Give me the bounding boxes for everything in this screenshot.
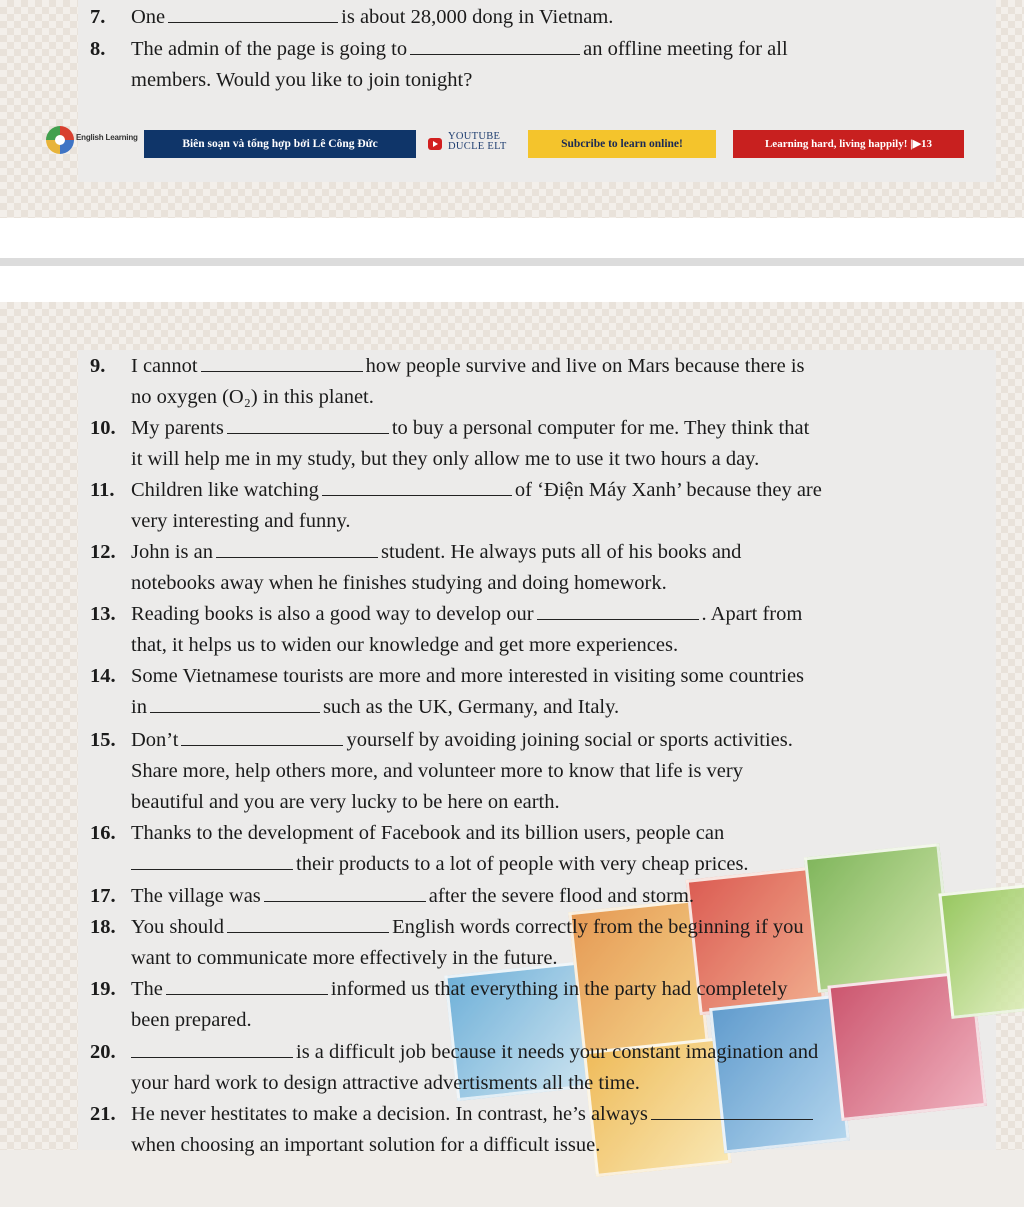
youtube-play-icon	[428, 138, 442, 150]
question-text: is about 28,000 dong in Vietnam.	[341, 6, 614, 28]
youtube-line1: YOUTUBE	[448, 131, 501, 142]
question-text: is a difficult job because it needs your constant imagination and	[296, 1041, 819, 1063]
author-label: Biên soạn và tổng hợp bởi Lê Công Đức	[144, 130, 416, 158]
question-text: in	[131, 696, 147, 718]
question-number: 15.	[90, 729, 116, 751]
question-number: 14.	[90, 665, 116, 687]
question-9	[90, 351, 920, 413]
english-learning-logo	[46, 126, 138, 154]
question-17	[90, 881, 920, 912]
question-number: 9.	[90, 355, 106, 377]
question-text: their products to a lot of people with very cheap prices.	[296, 853, 749, 875]
question-text: You should	[131, 916, 225, 938]
answer-blank[interactable]	[216, 538, 378, 558]
question-number: 21.	[90, 1103, 116, 1125]
answer-blank[interactable]	[150, 693, 320, 713]
question-text: members. Would you like to join tonight?	[131, 69, 473, 91]
question-text: your hard work to design attractive advertisments all the time.	[131, 1072, 640, 1094]
question-8	[90, 34, 920, 96]
question-21	[90, 1099, 920, 1161]
question-text: want to communicate more effectively in the future.	[131, 947, 558, 969]
question-text: The	[131, 978, 163, 1000]
answer-blank[interactable]	[227, 414, 389, 434]
question-16	[90, 818, 920, 880]
question-20	[90, 1037, 920, 1099]
question-text: The village was	[131, 885, 261, 907]
answer-blank[interactable]	[201, 352, 363, 372]
question-10	[90, 413, 920, 475]
question-text: beautiful and you are very lucky to be here on earth.	[131, 791, 560, 813]
question-text: John is an	[131, 541, 213, 563]
question-number: 12.	[90, 541, 116, 563]
question-19	[90, 974, 920, 1036]
motto-badge: Learning hard, living happily! |▶13	[733, 130, 964, 158]
question-number: 8.	[90, 38, 106, 60]
question-number: 13.	[90, 603, 116, 625]
question-number: 20.	[90, 1041, 116, 1063]
question-number: 11.	[90, 479, 115, 501]
answer-blank[interactable]	[651, 1100, 813, 1120]
question-text: no oxygen (O₂) in this planet.	[131, 386, 374, 408]
answer-blank[interactable]	[181, 726, 343, 746]
question-text: Don’t	[131, 729, 179, 751]
question-text: Thanks to the development of Facebook and its billion users, people can	[131, 822, 725, 844]
question-number: 19.	[90, 978, 116, 1000]
question-text: I cannot	[131, 355, 198, 377]
question-text: One	[131, 6, 166, 28]
question-text: My parents	[131, 417, 224, 439]
question-text: an offline meeting for all	[583, 38, 788, 60]
answer-blank[interactable]	[410, 35, 580, 55]
answer-blank[interactable]	[537, 600, 699, 620]
question-text: The admin of the page is going to	[131, 38, 408, 60]
footer-banner	[44, 126, 974, 160]
question-text: very interesting and funny.	[131, 510, 351, 532]
question-number: 16.	[90, 822, 116, 844]
question-text: He never hestitates to make a decision. In contrast, he’s always	[131, 1103, 648, 1125]
subscribe-badge[interactable]: Subcribe to learn online!	[528, 130, 716, 158]
question-number: 17.	[90, 885, 116, 907]
answer-blank[interactable]	[168, 3, 338, 23]
question-text: informed us that everything in the party had completely	[330, 978, 788, 1000]
logo-text: English Learning	[76, 133, 138, 142]
question-text: after the severe flood and storm.	[428, 885, 695, 907]
answer-blank[interactable]	[131, 1038, 293, 1058]
question-15	[90, 725, 920, 818]
question-13	[90, 599, 920, 661]
question-text: notebooks away when he finishes studying and doing homework.	[131, 572, 667, 594]
question-number: 18.	[90, 916, 116, 938]
answer-blank[interactable]	[166, 975, 328, 995]
question-text: it will help me in my study, but they only allow me to use it two hours a day.	[131, 448, 760, 470]
question-11	[90, 475, 920, 537]
question-text: how people survive and live on Mars because there is	[365, 355, 805, 377]
answer-blank[interactable]	[264, 882, 426, 902]
logo-icon	[46, 126, 74, 154]
answer-blank[interactable]	[227, 913, 389, 933]
question-12	[90, 537, 920, 599]
question-text: English words correctly from the beginning if you	[392, 916, 804, 938]
question-number: 10.	[90, 417, 116, 439]
question-text: Reading books is also a good way to develop our	[131, 603, 534, 625]
question-14	[90, 661, 920, 723]
page-divider	[0, 258, 1024, 266]
answer-blank[interactable]	[131, 850, 293, 870]
question-text: . Apart from	[701, 603, 803, 625]
question-text: Some Vietnamese tourists are more and more interested in visiting some countries	[131, 665, 805, 687]
question-text: that, it helps us to widen our knowledge and get more experiences.	[131, 634, 679, 656]
question-text: been prepared.	[131, 1009, 252, 1031]
question-number: 7.	[90, 6, 106, 28]
page-gap	[0, 266, 1024, 302]
question-7	[90, 2, 920, 33]
page-gap	[0, 218, 1024, 258]
question-18	[90, 912, 920, 974]
question-text: when choosing an important solution for a difficult issue.	[131, 1134, 601, 1156]
youtube-link[interactable]	[428, 130, 526, 158]
answer-blank[interactable]	[322, 476, 512, 496]
question-text: yourself by avoiding joining social or sports activities.	[346, 729, 793, 751]
question-text: to buy a personal computer for me. They think that	[391, 417, 810, 439]
question-text: student. He always puts all of his books and	[381, 541, 742, 563]
question-text: Children like watching	[131, 479, 319, 501]
question-text: such as the UK, Germany, and Italy.	[322, 696, 620, 718]
question-text: of ‘Điện Máy Xanh’ because they are	[514, 479, 822, 501]
youtube-line2: DUCLE ELT	[448, 141, 507, 152]
question-text: Share more, help others more, and volunteer more to know that life is very	[131, 760, 743, 782]
